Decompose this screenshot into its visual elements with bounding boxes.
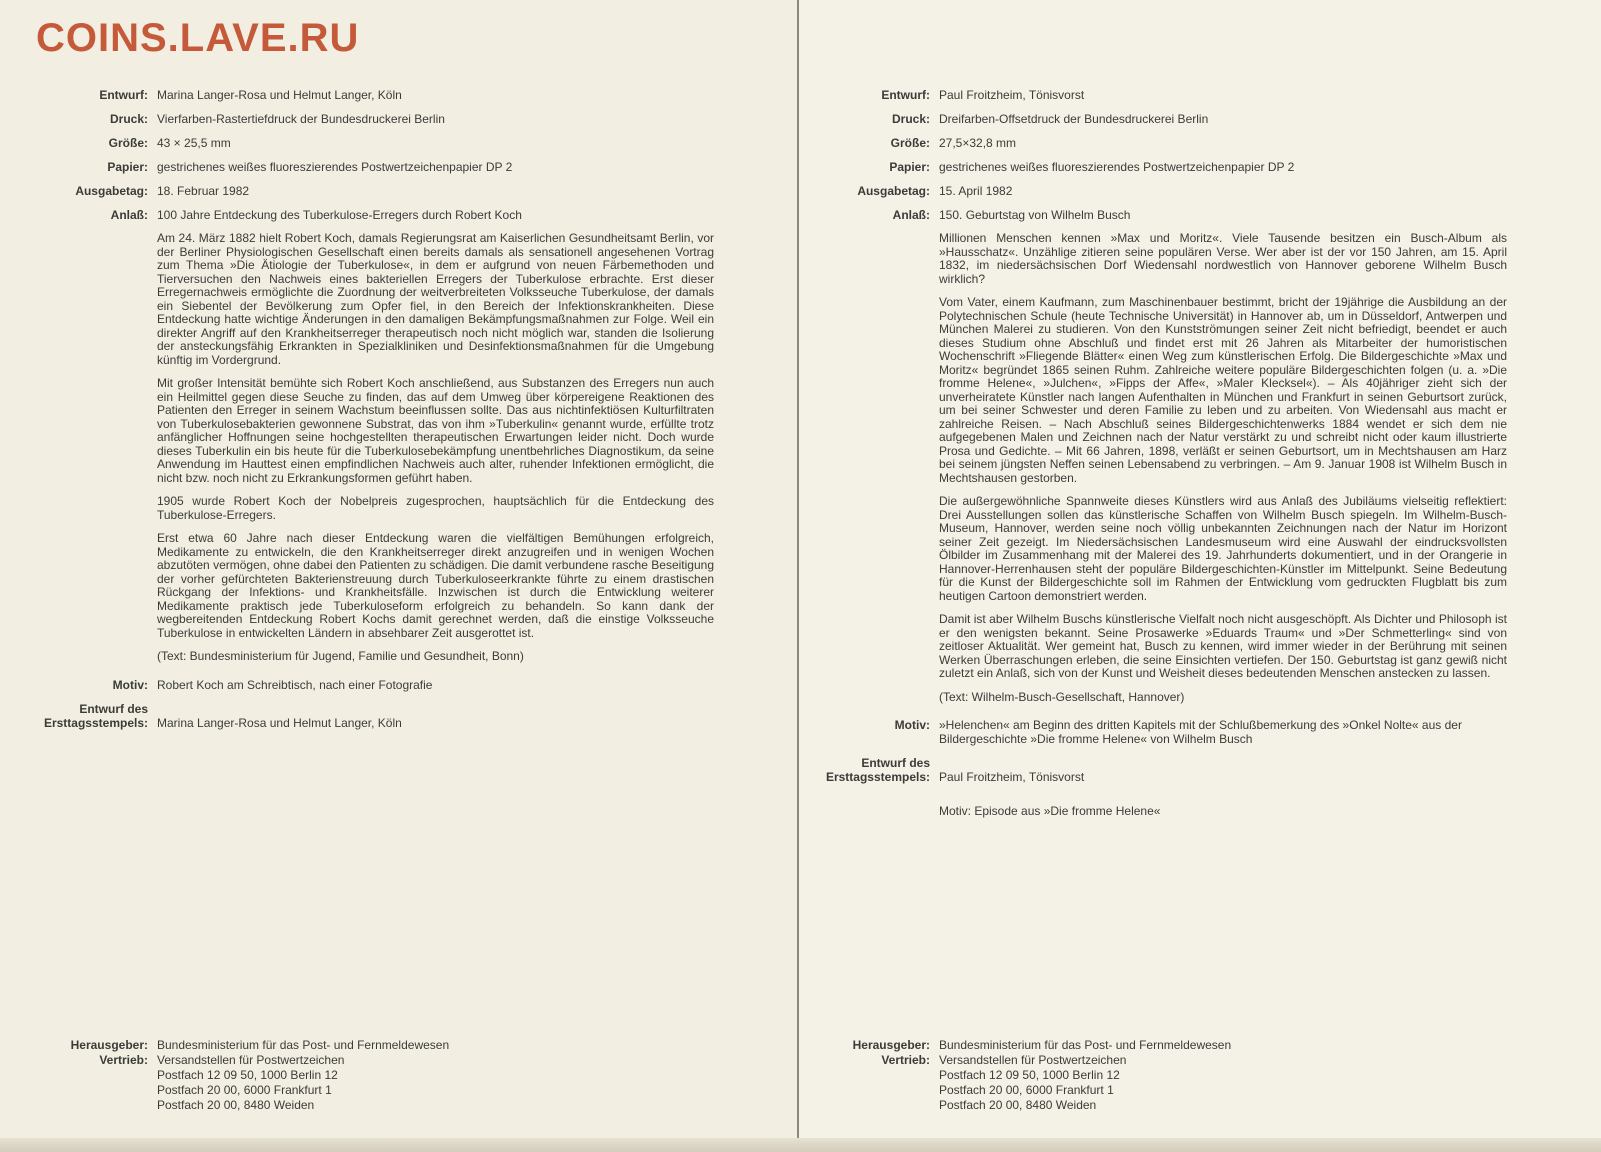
- field-label: Herausgeber:: [70, 1038, 148, 1052]
- stempel-label: Entwurf des Ersttagsstempels:: [825, 756, 930, 784]
- motiv-value: »Helenchen« am Beginn des dritten Kapitels mit der Schlußbemerkung des »Onkel Nolte« aus der Bildergeschichte »Die fromme Helene« von Wilhelm Busch: [939, 718, 1462, 746]
- field-label: Anlaß:: [892, 208, 930, 222]
- field-row-entwurf: [30, 88, 714, 102]
- field-label: Druck:: [109, 112, 148, 126]
- field-value: Paul Froitzheim, Tönisvorst: [939, 88, 1085, 102]
- field-value: gestrichenes weißes fluoreszierendes Postwertzeichenpapier DP 2: [939, 160, 1295, 174]
- vertrieb-row: [30, 1053, 714, 1113]
- scanner-edge-strip: [0, 1138, 1601, 1152]
- field-row-papier: [30, 160, 714, 174]
- stempel-motiv: Motiv: Episode aus »Die fromme Helene«: [939, 804, 1161, 818]
- body-paragraph: Mit großer Intensität bemühte sich Robert Koch anschließend, aus Substanzen des Erregers nun auch ein Heilmittel gegen diese Seuche zu finden, das auf dem Umweg über körpereigene Reaktionen des Patienten den Erreger in seinem Wachstum beeinflussen sollte. Das aus nichtinfektiösen Kulturfiltraten von Tuberkulosebakterien gewonnene Substrat, das von ihm »Tuberkulin« genannt wurde, erfüllte trotz anfänglicher Hoffnungen seine hochgestellten therapeutischen Erwartungen leider nicht. Doch wurde dieses Tuberkulin ein bis heute für die Tuberkulosebekämpfung unentbehrliches Diagnostikum, da seine Anwendung im Hauttest einen empfindlichen Nachweis auch alter, ruhender Infektionen ermöglicht, die nicht bzw. noch nicht zu Erkrankungsformen geführt haben.: [157, 376, 714, 485]
- body-paragraph: Damit ist aber Wilhelm Buschs künstlerische Vielfalt noch nicht ausgeschöpft. Als Dichter und Philosoph ist er den wenigsten bekannt. Seine Prosawerke »Eduards Traum« und »Der Schmetterling« sind von zeitloser Aktualität. Wer gemeint hat, Busch zu kennen, wird immer wieder in der Berührung mit seinen Werken Überraschungen erleben, die seine Einsichten vertiefen. Der 150. Geburtstag ist ganz gewiß nicht zuletzt ein Anlaß, sich von der Kunst und Weisheit dieses bedeutenden Menschen anstecken zu lassen.: [939, 612, 1507, 680]
- field-label: Ausgabetag:: [857, 184, 930, 198]
- body-paragraph: Am 24. März 1882 hielt Robert Koch, damals Regierungsrat am Kaiserlichen Gesundheitsamt Berlin, vor der Berliner Physiologischen Gesellschaft einen bereits damals als sensationell angesehenen Vortrag zum Thema »Die Ätiologie der Tuberkulose«, in dem er aufgrund von neuen Färbemethoden und Tierversuchen den Nachweis eines bakteriellen Erregers der Tuberkulose erbrachte. Erst dieser Erregernachweis ermöglichte die Zuordnung der weitverbreiteten Volksseuche Tuberkulose, der damals ein Siebentel der Bevölkerung zum Opfer fiel, in den Bereich der Infektionskrankheiten. Diese Entdeckung hatte wichtige Änderungen in den damaligen Bekämpfungsmaßnahmen zur Folge. Weil ein direkter Angriff auf den Krankheitserreger therapeutisch noch nicht möglich war, standen die Isolierung der ansteckungsfähig Erkrankten in Spezialkliniken und Desinfektionsmaßnahmen für die Umgebung künftig im Vordergrund.: [157, 231, 714, 367]
- info-block: [30, 88, 714, 740]
- field-value: 18. Februar 1982: [157, 184, 250, 198]
- anlass-title: 100 Jahre Entdeckung des Tuberkulose-Erregers durch Robert Koch: [157, 208, 522, 222]
- anlass-section: [825, 208, 1507, 708]
- field-row-papier: [825, 160, 1507, 174]
- ersttagsblatt-page-busch: [799, 0, 1601, 1138]
- field-label: Ausgabetag:: [75, 184, 148, 198]
- motiv-row: [30, 678, 714, 692]
- field-row-groesse: [825, 136, 1507, 150]
- imprint-block: [825, 1038, 1507, 1113]
- field-label: Papier:: [889, 160, 930, 174]
- vertrieb-line: Versandstellen für Postwertzeichen: [157, 1053, 345, 1067]
- herausgeber-row: [30, 1038, 714, 1053]
- vertrieb-line: Postfach 12 09 50, 1000 Berlin 12: [939, 1068, 1120, 1082]
- field-value: Vierfarben-Rastertiefdruck der Bundesdruckerei Berlin: [157, 112, 445, 126]
- field-label: Anlaß:: [110, 208, 148, 222]
- stempel-designer: Paul Froitzheim, Tönisvorst: [939, 770, 1085, 784]
- vertrieb-row: [825, 1053, 1507, 1113]
- field-label: Druck:: [891, 112, 930, 126]
- body-paragraph: Vom Vater, einem Kaufmann, zum Maschinenbauer bestimmt, bricht der 19jährige die Ausbildung an der Polytechnischen Schule (heute Technische Universität) in Hannover ab, um in Düsseldorf, Antwerpen und München Malerei zu studieren. Von den Kunstströmungen seiner Zeit nicht befriedigt, beendet er auch dieses Studium ohne Abschluß und findet erst mit 26 Jahren als Mitarbeiter der humoristischen Wochenschrift »Fliegende Blätter« einen Weg zum künstlerischen Erfolg. Die Bildergeschichte »Max und Moritz« begründet 1865 seinen Ruhm. Zahlreiche weitere populäre Bildergeschichten folgen (u. a. »Die fromme Helene«, »Julchen«, »Fipps der Affe«, »Maler Klecksel«). – Als 40jähriger zieht sich der unverheiratete Künstler nach langen Aufenthalten in München und Frankfurt in seinen Geburtsort zurück, um bei seiner Schwester und deren Familie zu leben und zu arbeiten. Von Wiedensahl aus macht er zahlreiche Reisen. – Nach Abschluß seines Bildergeschichtenwerks 1884 wendet er sich dem nie aufgegebenen Malen und Zeichnen nach der Natur verstärkt zu und schreibt nicht oder kaum illustrierte Prosa und Gedichte. – Mit 66 Jahren, 1898, verläßt er seinen Geburtsort, um in Mechtshausen am Harz bei seinem jüngsten Neffen seinen Lebensabend zu verbringen. – Am 9. Januar 1908 ist Wilhelm Busch in Mechtshausen gestorben.: [939, 295, 1507, 485]
- vertrieb-line: Versandstellen für Postwertzeichen: [939, 1053, 1127, 1067]
- field-value: 27,5×32,8 mm: [939, 136, 1017, 150]
- vertrieb-line: Postfach 20 00, 6000 Frankfurt 1: [157, 1083, 332, 1097]
- anlass-title: 150. Geburtstag von Wilhelm Busch: [939, 208, 1131, 222]
- vertrieb-line: Postfach 12 09 50, 1000 Berlin 12: [157, 1068, 338, 1082]
- anlass-section: [30, 208, 714, 668]
- herausgeber-value: Bundesministerium für das Post- und Fernmeldewesen: [939, 1038, 1232, 1052]
- field-label: Motiv:: [112, 677, 148, 692]
- field-label: Papier:: [107, 160, 148, 174]
- field-label: Vertrieb:: [99, 1053, 148, 1067]
- herausgeber-value: Bundesministerium für das Post- und Fernmeldewesen: [157, 1038, 450, 1052]
- info-block: [825, 88, 1507, 828]
- ersttagsblatt-page-koch: [0, 0, 799, 1138]
- body-paragraph: Millionen Menschen kennen »Max und Moritz«. Viele Tausende besitzen ein Busch-Album als »Hausschatz«. Unzählige zitieren seine populären Verse. Wer aber ist der vor 150 Jahren, am 15. April 1832, im niedersächsischen Dorf Wiedensahl nordwestlich von Hannover geborene Wilhelm Busch wirklich?: [939, 231, 1507, 286]
- field-value: gestrichenes weißes fluoreszierendes Postwertzeichenpapier DP 2: [157, 160, 513, 174]
- field-label: Entwurf:: [99, 88, 148, 102]
- field-value: Marina Langer-Rosa und Helmut Langer, Köln: [157, 88, 402, 102]
- field-row-entwurf: [825, 88, 1507, 102]
- field-label: Entwurf:: [881, 88, 930, 102]
- stempel-label: Entwurf des Ersttagsstempels:: [43, 701, 148, 730]
- vertrieb-line: Postfach 20 00, 8480 Weiden: [939, 1098, 1097, 1112]
- text-credit: (Text: Bundesministerium für Jugend, Familie und Gesundheit, Bonn): [157, 649, 524, 663]
- field-row-ausgabetag: [30, 184, 714, 198]
- field-row-groesse: [30, 136, 714, 150]
- stempel-designer: Marina Langer-Rosa und Helmut Langer, Köln: [157, 715, 402, 730]
- body-paragraph: 1905 wurde Robert Koch der Nobelpreis zugesprochen, hauptsächlich für die Entdeckung des Tuberkulose-Erregers.: [157, 494, 714, 522]
- field-label: Herausgeber:: [852, 1038, 930, 1052]
- stempel-row: [30, 702, 714, 730]
- field-row-druck: [825, 112, 1507, 126]
- body-paragraph: Erst etwa 60 Jahre nach dieser Entdeckung waren die vielfältigen Bemühungen erfolgreich, Medikamente zu entwickeln, die den Krankheitserreger direkt anzugreifen und in wenigen Wochen abzutöten vermögen, ohne dabei den Patienten zu schädigen. Die damit verbundene rasche Beseitigung der vorher gefürchteten Bakterienstreuung durch Tuberkuloseerkrankte führte zu einem drastischen Rückgang der Infektions- und Krankheitsfälle. Inzwischen ist durch die Entwicklung weiterer Medikamente praktisch jede Tuberkuloseform erfolgreich zu behandeln. So kann dank der wegbereitenden Entdeckung Robert Kochs damit gerechnet werden, daß die einstige Volksseuche Tuberkulose in entwickelten Ländern in absehbarer Zeit ausgerottet ist.: [157, 531, 714, 640]
- field-label: Vertrieb:: [881, 1053, 930, 1067]
- body-paragraph: Die außergewöhnliche Spannweite dieses Künstlers wird aus Anlaß des Jubiläums vielseitig reflektiert: Drei Ausstellungen sollen das künstlerische Schaffen von Wilhelm Busch spiegeln. Im Wilhelm-Busch-Museum, Hannover, werden seine noch völlig unbekannten Zeichnungen nach der Natur im Horizont seiner Zeit gezeigt. Im Niedersächsischen Landesmuseum wird eine Auswahl der eindrucksvollsten Ölbilder im Zusammenhang mit der Malerei des 19. Jahrhunderts dokumentiert, und in der Orangerie in Hannover-Herrenhausen steht der populäre Bildergeschichten-Künstler im Mittelpunkt. Seine Bedeutung für die Kunst der Bildergeschichte soll im Rahmen der Entwicklung vom gedruckten Flugblatt bis zum heutigen Cartoon demonstriert werden.: [939, 494, 1507, 603]
- stempel-motiv-row: [825, 794, 1507, 818]
- field-label: Motiv:: [894, 718, 930, 732]
- vertrieb-line: Postfach 20 00, 6000 Frankfurt 1: [939, 1083, 1114, 1097]
- motiv-row: [825, 718, 1507, 746]
- herausgeber-row: [825, 1038, 1507, 1053]
- field-value: Dreifarben-Offsetdruck der Bundesdruckerei Berlin: [939, 112, 1209, 126]
- field-value: 15. April 1982: [939, 184, 1013, 198]
- field-value: 43 × 25,5 mm: [157, 136, 231, 150]
- watermark-logo: COINS.LAVE.RU: [36, 16, 360, 60]
- field-label: Größe:: [108, 136, 148, 150]
- imprint-block: [30, 1038, 714, 1113]
- vertrieb-line: Postfach 20 00, 8480 Weiden: [157, 1098, 315, 1112]
- field-row-ausgabetag: [825, 184, 1507, 198]
- text-credit: (Text: Wilhelm-Busch-Gesellschaft, Hannover): [939, 689, 1185, 704]
- field-row-druck: [30, 112, 714, 126]
- stempel-row: [825, 756, 1507, 784]
- field-label: Größe:: [890, 136, 930, 150]
- motiv-value: Robert Koch am Schreibtisch, nach einer Fotografie: [157, 677, 433, 692]
